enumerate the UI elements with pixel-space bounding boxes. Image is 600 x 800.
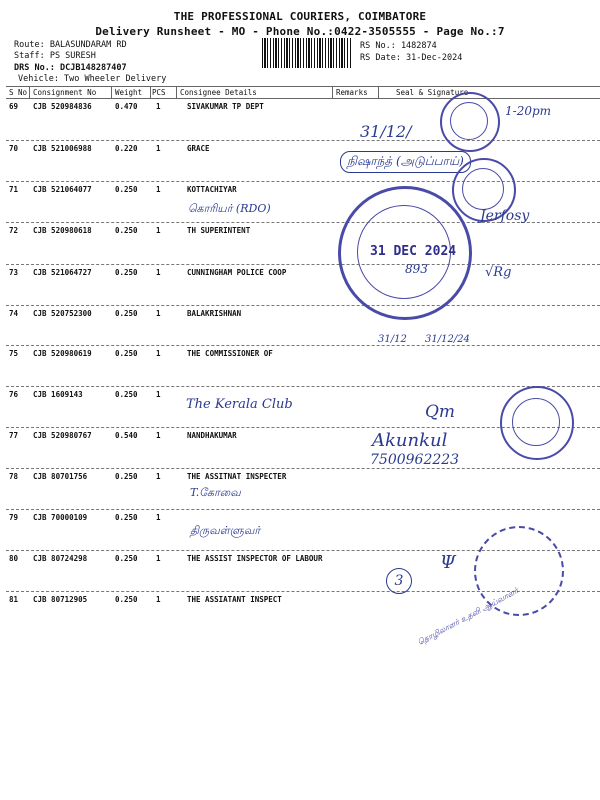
table-row: 73 CJB 521064727 0.250 1 CUNNINGHAM POLICE COOP [9,268,287,277]
seal-stamp [440,92,500,152]
staff-line: Staff: PS SURESH [14,51,96,61]
col-seal: Seal & Signature [396,88,469,97]
table-row: 72 CJB 520980618 0.250 1 TH SUPERINTENT [9,226,251,235]
handwritten-tamil-note: நிஷாந்த் (அடுப்பாய்) [340,151,471,173]
handwritten-date: 31/12/24 [425,334,470,345]
signature: √Rg [485,265,512,280]
handwritten-tamil-note: திருவள்ளுவர் [190,524,261,537]
signature: Jerfosy [480,208,530,224]
handwritten-time: 1-20pm [505,104,552,118]
col-sno: S No [9,88,28,97]
signature: Ψ [440,552,456,573]
col-weight: Weight [115,88,143,97]
table-row: 81 CJB 80712905 0.250 1 THE ASSIATANT INSPECT [9,595,282,604]
handwritten-circled-number: 3 [386,568,412,594]
signature: Qm [425,402,456,422]
handwritten-tamil-note: T.கோவை [190,486,241,499]
table-row: 79 CJB 70000109 0.250 1 [9,513,161,522]
company-title: THE PROFESSIONAL COURIERS, COIMBATORE [173,10,427,23]
col-pcs: PCS [152,88,166,97]
col-consignment: Consignment No [33,88,97,97]
table-row: 80 CJB 80724298 0.250 1 THE ASSIST INSPECTOR OF LABOUR [9,554,323,563]
drs-line: DRS No.: DCJB148287407 [14,63,127,73]
rs-date: RS Date: 31-Dec-2024 [360,53,463,63]
handwritten-phone: 7500962223 [370,452,460,468]
handwritten-receiver-name: The Kerala Club [186,397,293,412]
table-row: 77 CJB 520980767 0.540 1 NANDHAKUMAR [9,431,237,440]
vehicle-line: Vehicle: Two Wheeler Delivery [18,74,167,84]
table-row: 69 CJB 520984836 0.470 1 SIVAKUMAR TP DEPT [9,102,264,111]
signature: 31/12/ [360,122,412,141]
route-line: Route: BALASUNDARAM RD [14,40,127,50]
col-remarks: Remarks [336,88,368,97]
handwritten-date: 31/12 [378,334,407,345]
stamp-number: 893 [405,262,428,276]
table-row: 75 CJB 520980619 0.250 1 THE COMMISSIONER OF [9,349,273,358]
rs-number: RS No.: 1482874 [360,41,437,51]
table-row: 71 CJB 521064077 0.250 1 KOTTACHIYAR [9,185,237,194]
table-row: 76 CJB 1609143 0.250 1 [9,390,161,399]
runsheet-title: Delivery Runsheet - MO - Phone No.:0422-3505555 - Page No.:7 [95,25,505,38]
table-row: 78 CJB 80701756 0.250 1 THE ASSITNAT INSPECTER [9,472,287,481]
table-row: 74 CJB 520752300 0.250 1 BALAKRISHNAN [9,309,242,318]
handwritten-rdo-note: கொரியர் (RDO) [188,202,271,215]
tamil-office-stamp: தொழிலாளர் உதவி ஆய்வாளர் [416,586,520,647]
col-consignee: Consignee Details [180,88,257,97]
table-row: 70 CJB 521006988 0.220 1 GRACE [9,144,210,153]
barcode [262,38,352,68]
club-seal-stamp [500,386,574,460]
stamp-date: 31 DEC 2024 [370,244,457,259]
signature: Akunkul [372,430,448,451]
